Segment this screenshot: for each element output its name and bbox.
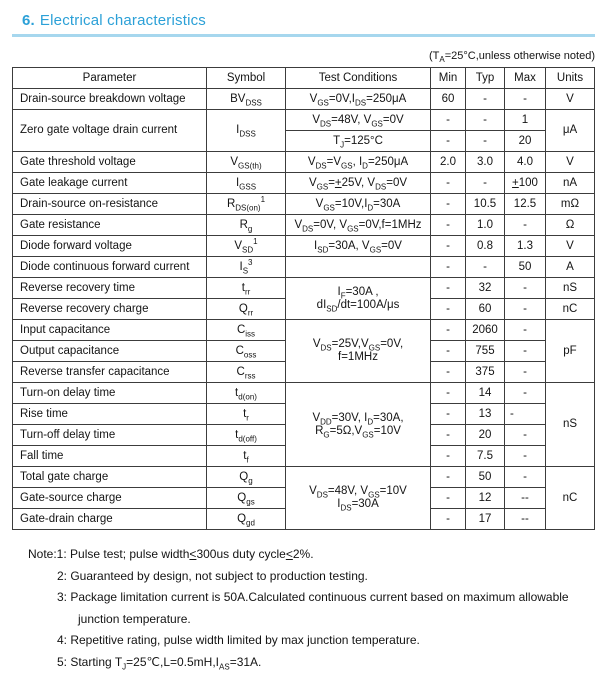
table-row	[13, 383, 595, 404]
table-body	[13, 89, 595, 530]
table-cell: 32	[466, 278, 505, 299]
table-row	[13, 257, 595, 278]
table-cell: -	[505, 278, 546, 299]
table-row	[13, 152, 595, 173]
table-cell: Total gate charge	[13, 467, 207, 488]
table-cell: -	[505, 467, 546, 488]
table-cell: -	[505, 299, 546, 320]
table-cell: Drain-source breakdown voltage	[13, 89, 207, 110]
table-cell: Rise time	[13, 404, 207, 425]
table-cell: nC	[546, 299, 595, 320]
table-cell: -	[431, 341, 466, 362]
table-cell: -	[431, 131, 466, 152]
table-cell: nA	[546, 173, 595, 194]
table-cell: -	[431, 425, 466, 446]
table-cell: V	[546, 152, 595, 173]
table-cell: 2060	[466, 320, 505, 341]
table-cell: -	[431, 320, 466, 341]
table-cell: 20	[505, 131, 546, 152]
table-cell: Output capacitance	[13, 341, 207, 362]
table-cell: -	[505, 362, 546, 383]
table-cell: $C_{oss}$	[207, 341, 286, 362]
table-cell: $V_{DS}=48V$, $V_{GS}=10V$ $I_{DS}=30A$	[286, 467, 431, 530]
test-conditions-note: ($T_A=25^\circ C,unless$ otherwise noted)	[429, 50, 595, 65]
table-row	[13, 215, 595, 236]
table-cell: 20	[466, 425, 505, 446]
table-cell: -	[431, 446, 466, 467]
table-cell: Turn-off delay time	[13, 425, 207, 446]
table-cell: -	[431, 509, 466, 530]
table-cell: Gate-source charge	[13, 488, 207, 509]
notes-list	[28, 544, 569, 673]
table-cell: $t_{rr}$	[207, 278, 286, 299]
column-header-units: Units	[546, 68, 595, 89]
table-cell: $Q_g$	[207, 467, 286, 488]
table-cell: Input capacitance	[13, 320, 207, 341]
table-cell: $R_g$	[207, 215, 286, 236]
note-line: 3: Package limitation current is 50A.Calculated continuous current based on maximum allowable	[57, 590, 569, 604]
table-cell: 0.8	[466, 236, 505, 257]
table-cell: $I_{DSS}$	[207, 110, 286, 152]
table-cell: 1.3	[505, 236, 546, 257]
table-cell: 60	[431, 89, 466, 110]
table-cell: $Q_{gd}$	[207, 509, 286, 530]
table-cell: -	[431, 110, 466, 131]
table-cell: -	[466, 89, 505, 110]
table-cell: 12	[466, 488, 505, 509]
table-cell: 3.0	[466, 152, 505, 173]
table-cell: $V_{SD}^1$	[207, 236, 286, 257]
table-cell: 50	[466, 467, 505, 488]
table-row	[13, 320, 595, 341]
table-cell: mΩ	[546, 194, 595, 215]
table-cell: -	[431, 257, 466, 278]
table-cell: $t_r$	[207, 404, 286, 425]
table-cell: -	[466, 257, 505, 278]
table-cell: $t_f$	[207, 446, 286, 467]
table-cell: $V_{DS}=25V,V_{GS}=0V$, f=1MHz	[286, 320, 431, 383]
table-cell: $V_{GS}=10V,I_D=30A$	[286, 194, 431, 215]
table-cell: $I_F=30A$ , $dI_{SD}/dt=100A/\mu s$	[286, 278, 431, 320]
table-cell: nS	[546, 278, 595, 299]
note-line: 4: Repetitive rating, pulse width limited by max junction temperature.	[57, 633, 420, 647]
table-cell: $V_{GS}=+25V$, $V_{DS}=0V$	[286, 173, 431, 194]
table-row	[13, 89, 595, 110]
column-header-symbol: Symbol	[207, 68, 286, 89]
table-row	[13, 110, 595, 131]
table-cell: Diode forward voltage	[13, 236, 207, 257]
table-cell: -	[505, 425, 546, 446]
table-cell: 2.0	[431, 152, 466, 173]
table-cell: $V_{DS}=V_{GS}$, $I_D=250\mu A$	[286, 152, 431, 173]
table-cell: -	[431, 299, 466, 320]
table-cell: Reverse recovery charge	[13, 299, 207, 320]
table-cell: Gate resistance	[13, 215, 207, 236]
note-line: junction temperature.	[78, 611, 191, 626]
table-cell: $C_{iss}$	[207, 320, 286, 341]
section-title	[12, 12, 595, 37]
section-title-label: Electrical characteristics	[39, 12, 206, 29]
table-cell: 60	[466, 299, 505, 320]
table-cell: $T_J=125^\circ C$	[286, 131, 431, 152]
table-cell: +100	[505, 173, 546, 194]
table-cell: μA	[546, 110, 595, 152]
table-cell	[286, 257, 431, 278]
table-row	[13, 278, 595, 299]
table-cell: 1.0	[466, 215, 505, 236]
table-cell: $V_{GS}=0V,I_{DS}=250\mu A$	[286, 89, 431, 110]
table-cell: Gate-drain charge	[13, 509, 207, 530]
table-cell: -	[431, 194, 466, 215]
table-cell: $I_{GSS}$	[207, 173, 286, 194]
table-cell: V	[546, 236, 595, 257]
table-cell: 50	[505, 257, 546, 278]
section-number: 6.	[22, 12, 35, 29]
table-cell: -	[431, 488, 466, 509]
table-cell: 375	[466, 362, 505, 383]
table-cell: -	[466, 173, 505, 194]
table-cell: Gate threshold voltage	[13, 152, 207, 173]
table-cell: -	[431, 215, 466, 236]
table-header-row	[13, 68, 595, 89]
table-cell: 7.5	[466, 446, 505, 467]
electrical-characteristics-table	[12, 67, 595, 530]
table-cell: Turn-on delay time	[13, 383, 207, 404]
table-cell: -	[431, 467, 466, 488]
table-cell: -	[466, 110, 505, 131]
table-cell: -	[431, 278, 466, 299]
table-cell: Zero gate voltage drain current	[13, 110, 207, 152]
table-cell: Gate leakage current	[13, 173, 207, 194]
table-cell: -	[431, 383, 466, 404]
note-line: 5: Starting $T_J=25℃,L=0.5mH,I_{AS}=31A$.	[57, 654, 262, 671]
table-cell: 14	[466, 383, 505, 404]
table-cell: A	[546, 257, 595, 278]
table-cell: $I_{SD}=30A$, $V_{GS}=0V$	[286, 236, 431, 257]
table-cell: $t_{d(on)}$	[207, 383, 286, 404]
table-cell: -	[505, 383, 546, 404]
table-cell: $R_{DS(on)}^1$	[207, 194, 286, 215]
table-cell: 17	[466, 509, 505, 530]
table-cell: -	[505, 446, 546, 467]
table-cell: Reverse transfer capacitance	[13, 362, 207, 383]
column-header-parameter: Parameter	[13, 68, 207, 89]
table-cell: -	[505, 404, 546, 425]
table-cell: $C_{rss}$	[207, 362, 286, 383]
table-cell: 4.0	[505, 152, 546, 173]
table-cell: -	[431, 362, 466, 383]
table-cell: -	[505, 89, 546, 110]
table-row	[13, 194, 595, 215]
table-cell: $BV_{DSS}$	[207, 89, 286, 110]
table-cell: 12.5	[505, 194, 546, 215]
table-row	[13, 467, 595, 488]
table-cell: Diode continuous forward current	[13, 257, 207, 278]
table-cell: Ω	[546, 215, 595, 236]
column-header-test-conditions: Test Conditions	[286, 68, 431, 89]
table-cell: 13	[466, 404, 505, 425]
table-cell: Reverse recovery time	[13, 278, 207, 299]
table-cell: -	[505, 320, 546, 341]
table-cell: $V_{DS}=48V$, $V_{GS}=0V$	[286, 110, 431, 131]
table-cell: --	[505, 488, 546, 509]
table-cell: Fall time	[13, 446, 207, 467]
table-cell: $t_{d(off)}$	[207, 425, 286, 446]
column-header-min: Min	[431, 68, 466, 89]
column-header-max: Max	[505, 68, 546, 89]
note-line: Note:1: Pulse test; pulse width<300us duty cycle<2%.	[28, 547, 314, 561]
table-cell: $V_{DD}=30V$, $I_D=30A$, $R_G=5\Omega,V_{GS}=10V$	[286, 383, 431, 467]
table-cell: nS	[546, 383, 595, 467]
table-cell: -	[505, 215, 546, 236]
table-cell: nC	[546, 467, 595, 530]
table-cell: $I_S^3$	[207, 257, 286, 278]
table-cell: $V_{GS(th)}$	[207, 152, 286, 173]
table-cell: -	[431, 236, 466, 257]
table-cell: pF	[546, 320, 595, 383]
table-cell: 1	[505, 110, 546, 131]
table-cell: --	[505, 509, 546, 530]
table-cell: -	[466, 131, 505, 152]
table-cell: -	[431, 404, 466, 425]
table-row	[13, 173, 595, 194]
table-cell: 755	[466, 341, 505, 362]
table-cell: 10.5	[466, 194, 505, 215]
note-line: 2: Guaranteed by design, not subject to production testing.	[57, 568, 368, 583]
table-cell: $Q_{rr}$	[207, 299, 286, 320]
table-cell: $Q_{gs}$	[207, 488, 286, 509]
table-cell: V	[546, 89, 595, 110]
table-cell: Drain-source on-resistance	[13, 194, 207, 215]
table-row	[13, 236, 595, 257]
table-cell: $V_{DS}=0V$, $V_{GS}=0V,f=1MHz$	[286, 215, 431, 236]
table-cell: -	[505, 341, 546, 362]
table-cell: -	[431, 173, 466, 194]
column-header-typ: Typ	[466, 68, 505, 89]
